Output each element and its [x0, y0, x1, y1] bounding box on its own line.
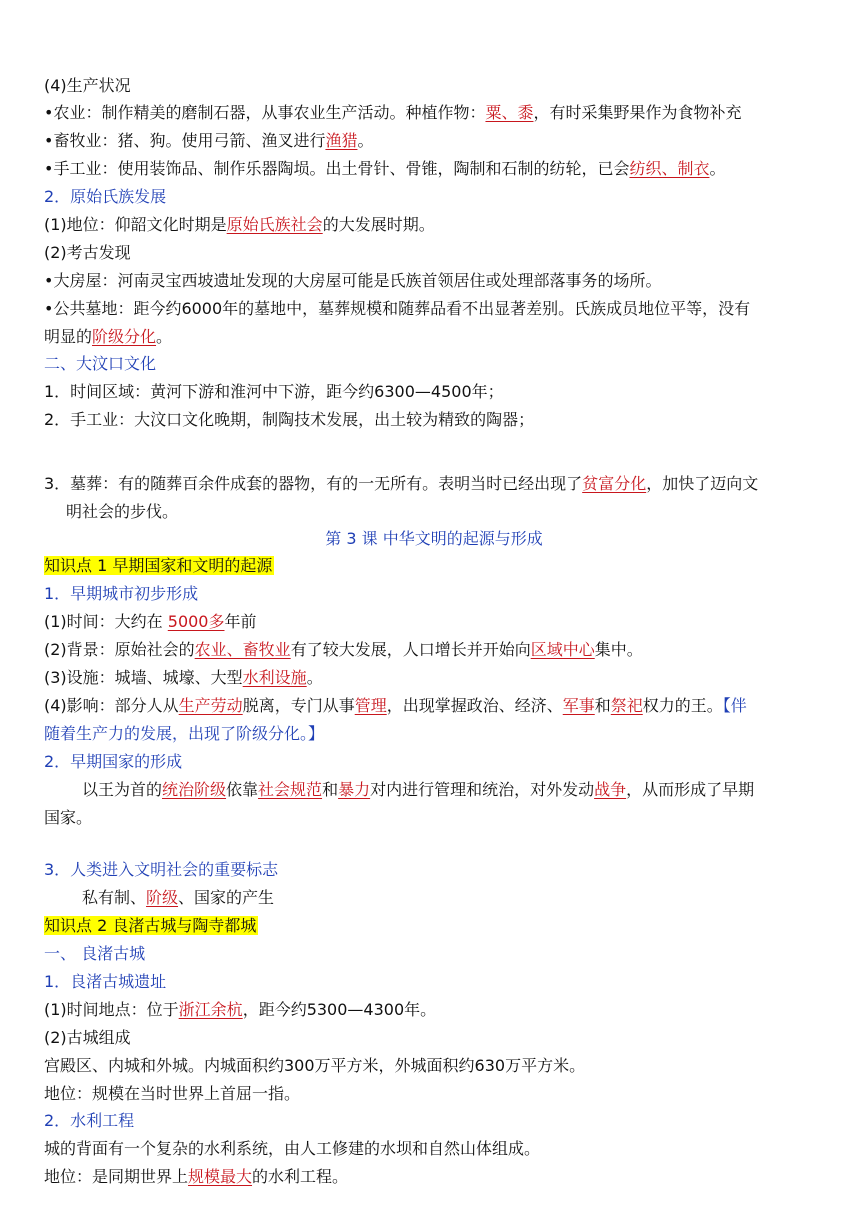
key-term: 祭祀	[610, 696, 643, 715]
key-term: 军事	[562, 696, 595, 715]
facilities-item: (3)设施：城墙、城壕、大型水利设施。	[44, 668, 323, 687]
lesson-title: 第 3 课 中华文明的起源与形成	[325, 529, 543, 548]
archaeology-heading: (2)考古发现	[44, 243, 131, 262]
cemetery-item-cont: 明显的阶级分化。	[44, 327, 173, 346]
status-item: (1)地位：仰韶文化时期是原始氏族社会的大发展时期。	[44, 215, 435, 234]
burial-item: 3．墓葬：有的随葬百余件成套的器物，有的一无所有。表明当时已经出现了贫富分化，加快了迈向文	[44, 474, 759, 493]
time-item: (1)时间：大约在 5000多年前	[44, 612, 257, 631]
section-heading: 1．早期城市初步形成	[44, 584, 199, 603]
section-heading: 1．良渚古城遗址	[44, 972, 167, 991]
burial-item-cont: 明社会的步伐。	[66, 502, 179, 521]
handicraft-item: •手工业：使用装饰品、制作乐器陶埙。出土骨针、骨锥，陶制和石制的纺轮，已会纺织、制衣。	[44, 159, 726, 178]
city-status-text: 地位：规模在当时世界上首屈一指。	[44, 1084, 301, 1103]
key-term: 农业、畜牧业	[194, 640, 291, 659]
key-term: 管理	[354, 696, 387, 715]
key-term: 区域中心	[530, 640, 595, 659]
bracket-note-cont: 随着生产力的发展，出现了阶级分化。】	[44, 724, 325, 743]
composition-heading: (2)古城组成	[44, 1028, 131, 1047]
influence-item: (4)影响：部分人从生产劳动脱离，专门从事管理，出现掌握政治、经济、军事和祭祀权力的王。【伴	[44, 696, 747, 715]
section-heading: 2．水利工程	[44, 1111, 135, 1130]
key-term: 暴力	[338, 780, 371, 799]
cemetery-item: •公共墓地：距今约6000年的墓地中，墓葬规模和随葬品看不出显著差别。氏族成员地位平等，没有	[44, 299, 751, 318]
key-term: 统治阶级	[162, 780, 227, 799]
key-term: 贫富分化	[582, 474, 647, 493]
key-term: 原始氏族社会	[226, 215, 323, 234]
husbandry-item: •畜牧业：猪、狗。使用弓箭、渔叉进行渔猎。	[44, 131, 374, 150]
key-term: 阶级分化	[92, 327, 157, 346]
handicraft-item: 2．手工业：大汶口文化晚期，制陶技术发展，出土较为精致的陶器；	[44, 410, 535, 429]
bracket-note: 【伴	[722, 696, 747, 715]
key-term: 渔猎	[325, 131, 358, 150]
state-formation-cont: 国家。	[44, 808, 93, 827]
section-heading: 2．原始氏族发展	[44, 187, 167, 206]
key-term: 规模最大	[188, 1167, 253, 1186]
agriculture-item: •农业：制作精美的磨制石器，从事农业生产活动。种植作物：粟、黍，有时采集野果作为食物补充	[44, 103, 742, 122]
water-status-text: 地位：是同期世界上规模最大的水利工程。	[44, 1167, 349, 1186]
background-item: (2)背景：原始社会的农业、畜牧业有了较大发展，人口增长并开始向区域中心集中。	[44, 640, 643, 659]
water-system-text: 城的背面有一个复杂的水利系统，由人工修建的水坝和自然山体组成。	[44, 1139, 541, 1158]
knowledge-point-heading: 知识点 2 良渚古城与陶寺都城	[44, 916, 257, 935]
composition-text: 宫殿区、内城和外城。内城面积约300万平方米，外城面积约630万平方米。	[44, 1056, 586, 1075]
key-term: 社会规范	[258, 780, 323, 799]
key-term: 阶级	[146, 888, 179, 907]
section-heading: 3．人类进入文明社会的重要标志	[44, 860, 279, 879]
section-heading: 一、 良渚古城	[44, 944, 146, 963]
key-term: 水利设施	[242, 668, 307, 687]
big-house-item: •大房屋：河南灵宝西坡遗址发现的大房屋可能是氏族首领居住或处理部落事务的场所。	[44, 271, 662, 290]
key-term: 5000多	[167, 612, 225, 631]
time-region-item: 1．时间区域：黄河下游和淮河中下游，距今约6300—4500年；	[44, 382, 504, 401]
section-heading: 2．早期国家的形成	[44, 752, 183, 771]
civilization-markers: 私有制、阶级、国家的产生	[82, 888, 275, 907]
section-heading: 二、大汶口文化	[44, 354, 157, 373]
key-term: 粟、黍	[485, 103, 534, 122]
location-item: (1)时间地点：位于浙江余杭，距今约5300—4300年。	[44, 1000, 437, 1019]
key-term: 浙江余杭	[178, 1000, 243, 1019]
key-term: 生产劳动	[178, 696, 243, 715]
key-term: 纺织、制衣	[629, 159, 710, 178]
key-term: 战争	[594, 780, 627, 799]
state-formation-paragraph: 以王为首的统治阶级依靠社会规范和暴力对内进行管理和统治，对外发动战争，从而形成了早期	[82, 780, 755, 799]
production-heading: (4)生产状况	[44, 76, 131, 95]
knowledge-point-heading: 知识点 1 早期国家和文明的起源	[44, 556, 273, 575]
